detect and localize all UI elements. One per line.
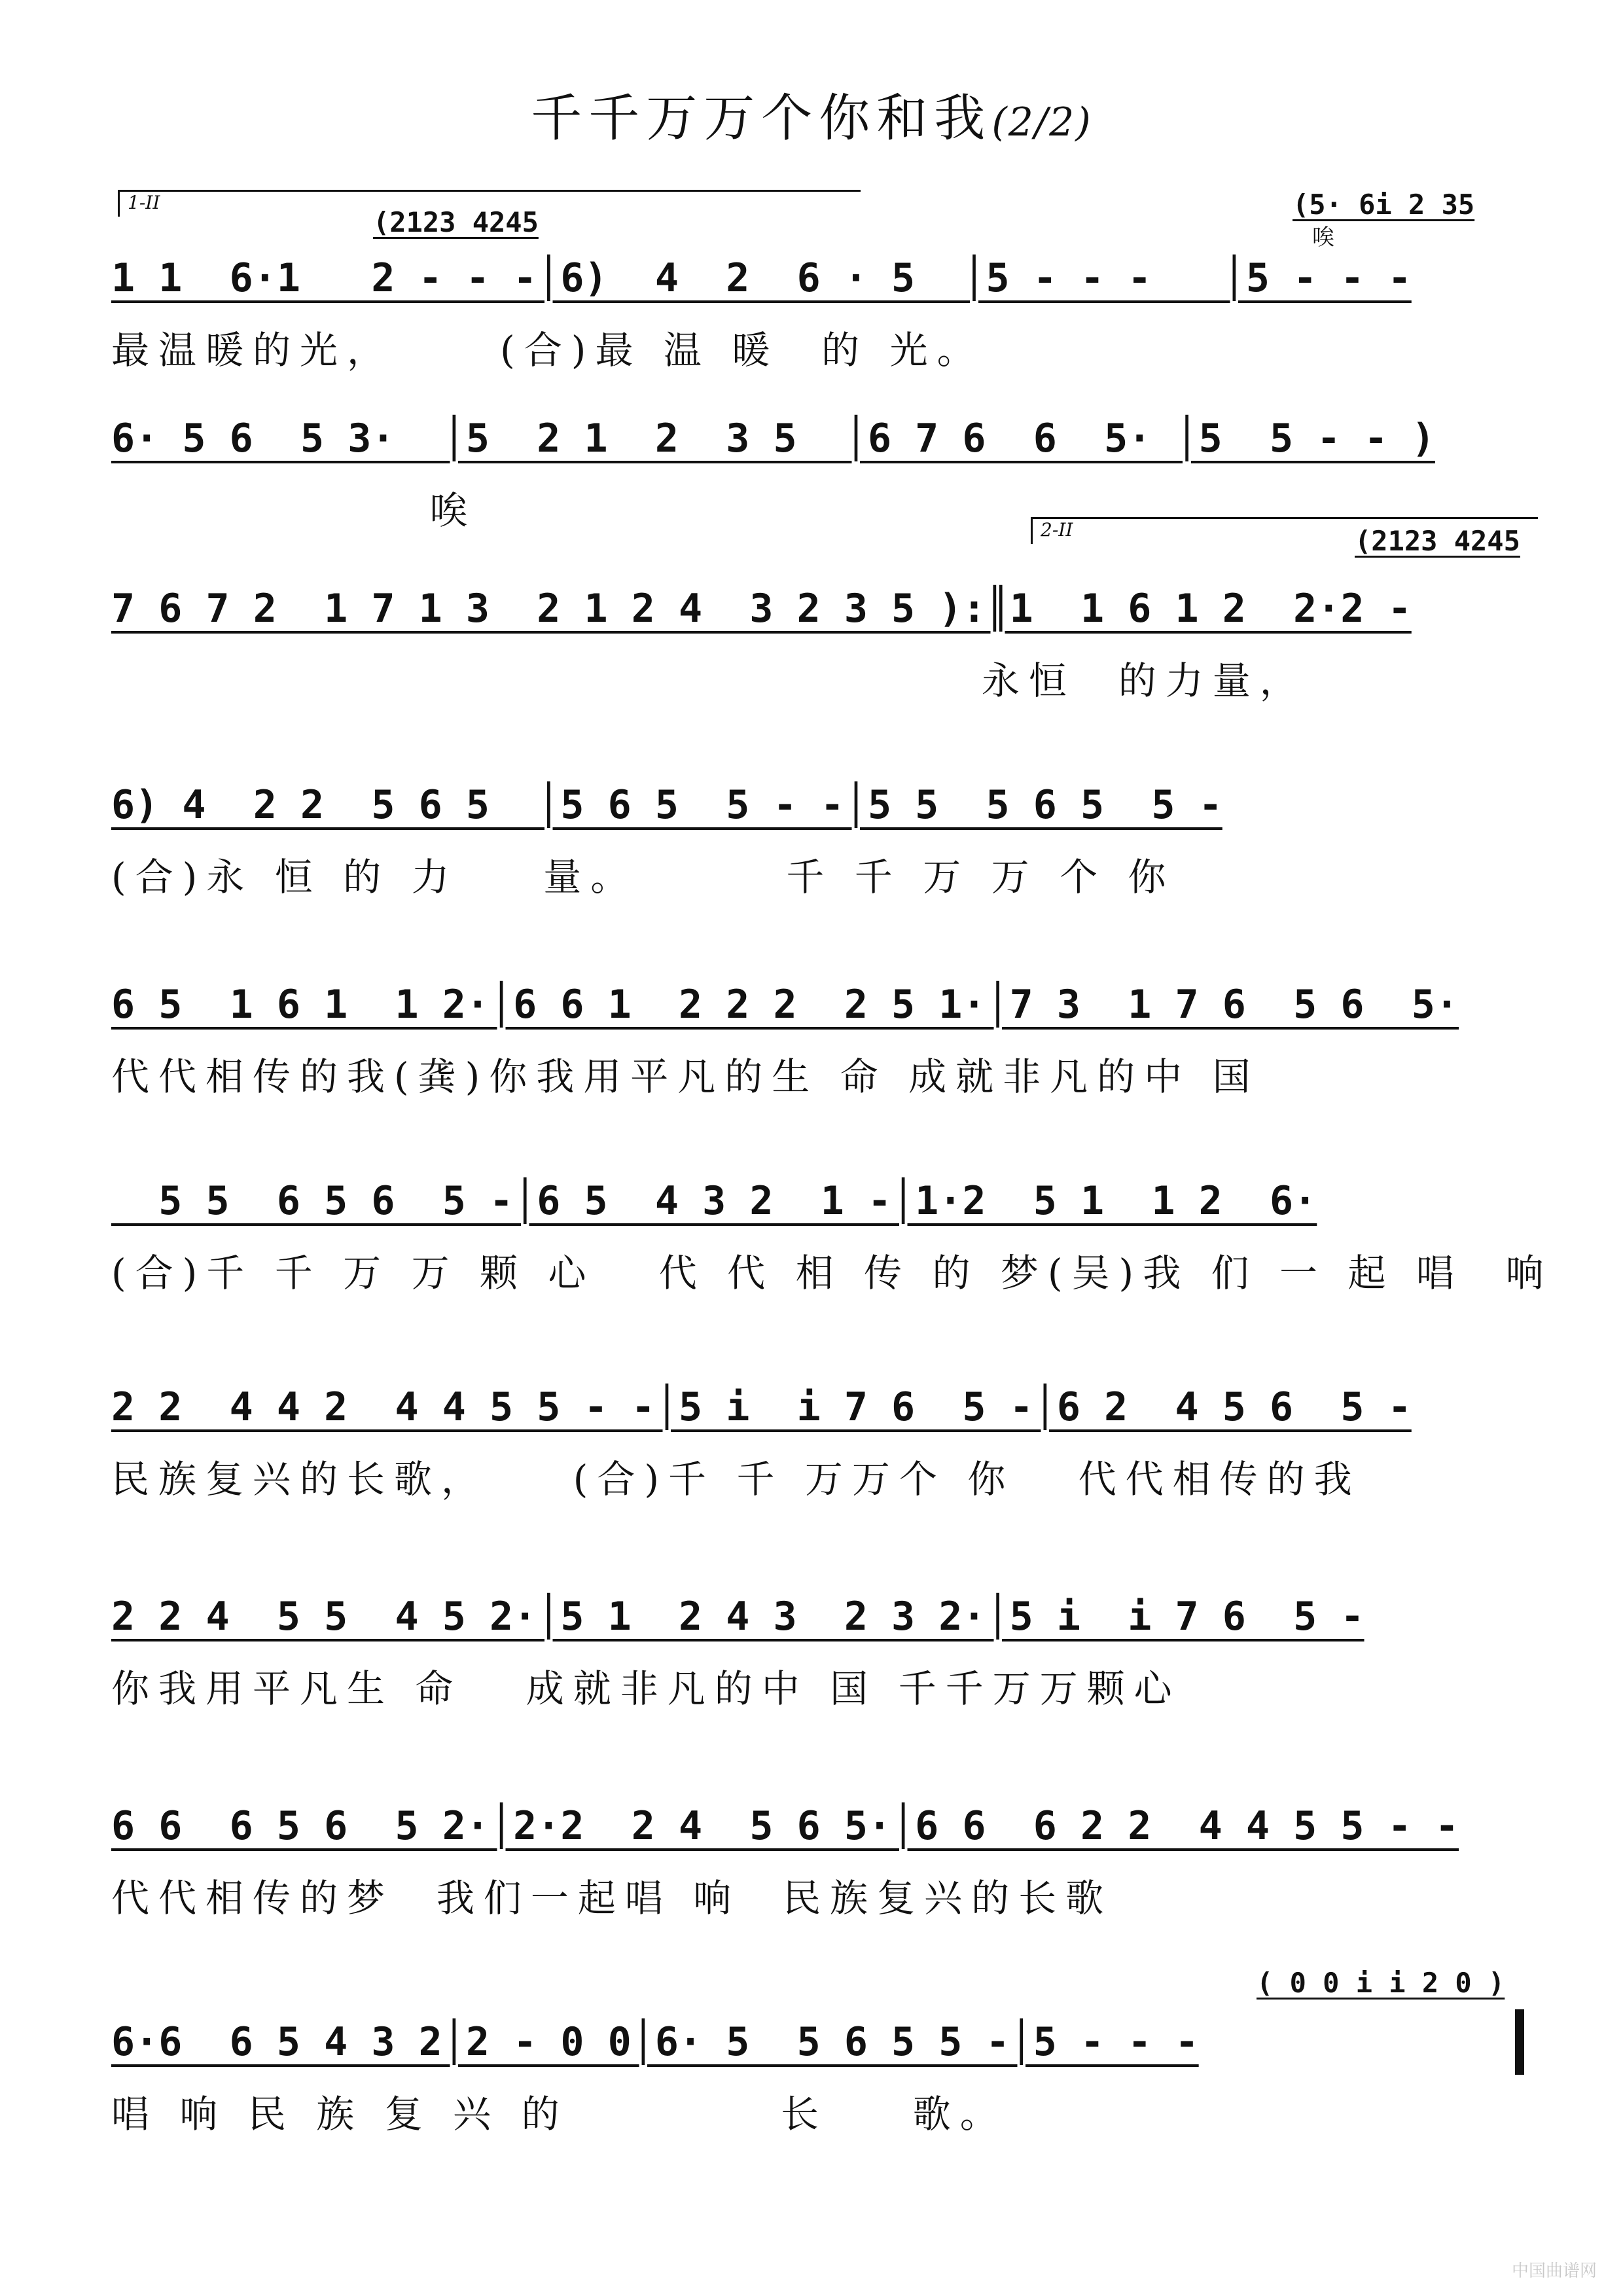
lyric-line: (合)千 千 万 万 颗 心 代 代 相 传 的 梦(吴)我 们 一 起 唱 响 xyxy=(111,1251,1553,1295)
notation-line: 2 2 4 5 5 4 5 2·│5 1 2 4 3 2 3 2·│5 i i 7 6 5 - xyxy=(111,1594,1364,1640)
notation-line: 2 2 4 4 2 4 4 5 5 - -│5 i i 7 6 5 -│6 2 4 5 6 5 - xyxy=(111,1384,1412,1430)
notation-line: 7 6 7 2 1 7 1 3 2 1 2 4 3 2 3 5 ):║1 1 6 1 2 2·2 - xyxy=(111,586,1412,632)
lyric-line: 永恒 的力量， xyxy=(111,658,1307,703)
intro-phrase: (2123 4245 xyxy=(1355,525,1520,557)
song-title xyxy=(0,77,1623,151)
title-text: 千千万万个你和我 xyxy=(531,89,992,148)
notation-line: 5 5 6 5 6 5 -│6 5 4 3 2 1 -│1·2 5 1 1 2 6· xyxy=(111,1178,1317,1224)
notation-line: 6) 4 2 2 5 6 5 │5 6 5 5 - -│5 5 5 6 5 5 - xyxy=(111,782,1222,828)
notation-line: 6·6 6 5 4 3 2│2 - 0 0│6· 5 5 6 5 5 -│5 - - - xyxy=(111,2019,1199,2065)
lyric-line: 唉 xyxy=(111,488,477,533)
notation-line: 6 5 1 6 1 1 2·│6 6 1 2 2 2 2 5 1·│7 3 1 7 6 5 6 5· xyxy=(111,982,1459,1028)
second-ending-label: 2-II xyxy=(1041,519,1073,541)
first-ending-label: 1-II xyxy=(128,192,160,213)
intro-phrase: ( 0 0 i i 2 0 ) xyxy=(1257,1967,1505,1999)
notation-line: 1 1 6·1 2 - - -│6) 4 2 6 · 5 │5 - - - │5 - - - xyxy=(111,255,1412,301)
lyric-line: 民族复兴的长歌， (合)千 千 万万个 你 代代相传的我 xyxy=(111,1457,1361,1501)
lyric-line: 代代相传的我(龚)你我用平凡的生 命 成就非凡的中 国 xyxy=(111,1054,1260,1099)
intro-phrase-top: (5· 6i 2 35 xyxy=(1293,188,1475,221)
lyric-line: 最温暖的光， (合)最 温 暖 的 光。 xyxy=(111,328,984,372)
title-part: (2/2) xyxy=(991,99,1092,145)
final-barline xyxy=(1515,2009,1524,2075)
intro-phrase: (2123 4245 xyxy=(373,206,539,238)
notation-line: 6 6 6 5 6 5 2·│2·2 2 4 5 6 5·│6 6 6 2 2 4 4 5 5 - - xyxy=(111,1803,1459,1849)
lyric-line: 唱 响 民 族 复 兴 的 长 歌。 xyxy=(111,2092,1007,2136)
watermark: 中国曲谱网 xyxy=(1511,2261,1597,2281)
lyric-line: 代代相传的梦 我们一起唱 响 民族复兴的长歌 xyxy=(111,1876,1113,1920)
lyric-line: 你我用平凡生 命 成就非凡的中 国 千千万万颗心 xyxy=(111,1666,1181,1711)
intro-lyric-top: 唉 xyxy=(1312,224,1334,251)
notation-line: 6· 5 6 5 3· │5 2 1 2 3 5 │6 7 6 6 5· │5 5 - - ) xyxy=(111,416,1435,461)
lyric-line: (合)永 恒 的 力 量。 千 千 万 万 个 你 xyxy=(111,855,1175,899)
